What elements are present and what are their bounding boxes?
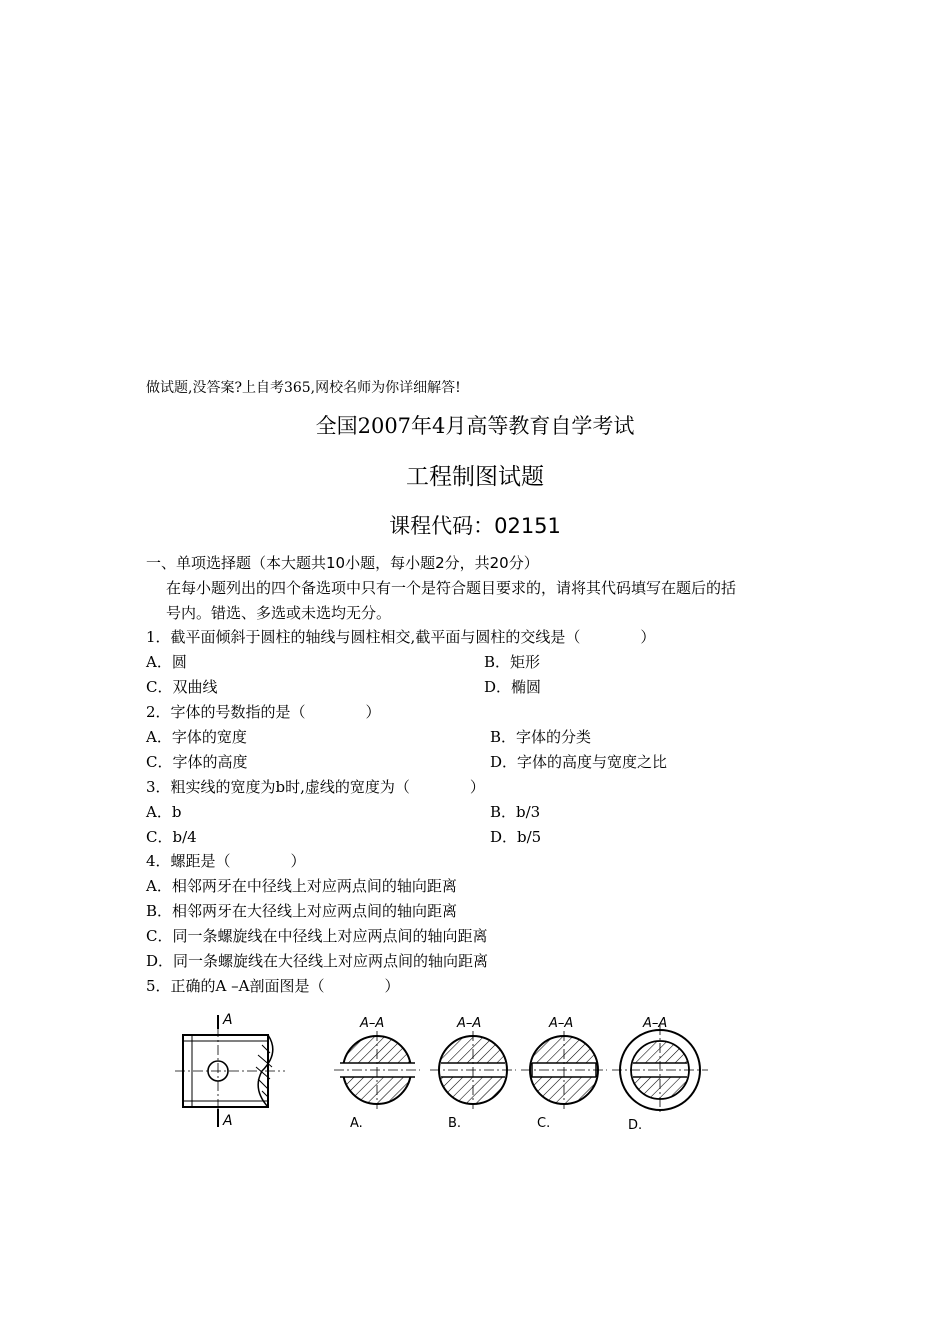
question-3-stem: 3．粗实线的宽度为b时,虚线的宽度为（ ） xyxy=(146,778,485,796)
q1-option-c: C．双曲线 xyxy=(146,678,218,696)
choice-label-a: A. xyxy=(350,1116,363,1131)
q1-option-b: B．矩形 xyxy=(484,653,541,671)
question-1-stem: 1．截平面倾斜于圆柱的轴线与圆柱相交,截平面与圆柱的交线是（ ） xyxy=(146,628,656,646)
section-label-a: A–A xyxy=(360,1016,385,1031)
section-label-c: A–A xyxy=(549,1016,574,1031)
q1-option-a: A．圆 xyxy=(146,653,187,671)
exam-title: 全国2007年4月高等教育自学考试 xyxy=(315,414,635,438)
q2-option-c: C．字体的高度 xyxy=(146,753,248,771)
choice-label-d: D. xyxy=(628,1118,643,1133)
q3-option-d: D．b/5 xyxy=(490,828,542,846)
q1-option-d: D．椭圆 xyxy=(484,678,542,696)
q2-option-a: A．字体的宽度 xyxy=(146,728,247,746)
course-code: 课程代码：02151 xyxy=(389,514,561,538)
section-heading: 一、单项选择题（本大题共10小题，每小题2分，共20分） xyxy=(146,554,539,572)
section-choice-d xyxy=(612,1025,708,1115)
shaft-front-view xyxy=(175,1015,285,1127)
q4-option-c: C．同一条螺旋线在中径线上对应两点间的轴向距离 xyxy=(146,927,488,945)
question-2-stem: 2．字体的号数指的是（ ） xyxy=(146,703,381,721)
subject-title: 工程制图试题 xyxy=(406,464,544,490)
section-choice-a xyxy=(334,1031,420,1109)
section-instruction-2: 号内。错选、多选或未选均无分。 xyxy=(166,604,392,622)
question-4-stem: 4．螺距是（ ） xyxy=(146,852,306,870)
q4-option-a: A．相邻两牙在中径线上对应两点间的轴向距离 xyxy=(146,877,457,895)
section-choice-b xyxy=(430,1031,516,1109)
section-instruction-1: 在每小题列出的四个备选项中只有一个是符合题目要求的，请将其代码填写在题后的括 xyxy=(166,579,737,597)
q4-option-d: D．同一条螺旋线在大径线上对应两点间的轴向距离 xyxy=(146,952,489,970)
cut-label-bottom: A xyxy=(223,1113,233,1129)
q2-option-b: B．字体的分类 xyxy=(490,728,592,746)
q3-option-c: C．b/4 xyxy=(146,828,197,846)
q2-option-d: D．字体的高度与宽度之比 xyxy=(490,753,668,771)
section-label-b: A–A xyxy=(457,1016,482,1031)
question-5-stem: 5．正确的A –A剖面图是（ ） xyxy=(146,977,400,995)
q3-option-a: A．b xyxy=(146,803,182,821)
notice-banner: 做试题,没答案?上自考365,网校名师为你详细解答! xyxy=(146,380,461,396)
choice-label-c: C. xyxy=(537,1116,551,1131)
cut-label-top: A xyxy=(223,1012,233,1028)
section-choice-c xyxy=(521,1031,607,1109)
q3-option-b: B．b/3 xyxy=(490,803,541,821)
section-label-d: A–A xyxy=(643,1016,668,1031)
choice-label-b: B. xyxy=(448,1116,462,1131)
section-view-figure xyxy=(0,1005,950,1175)
q4-option-b: B．相邻两牙在大径线上对应两点间的轴向距离 xyxy=(146,902,458,920)
